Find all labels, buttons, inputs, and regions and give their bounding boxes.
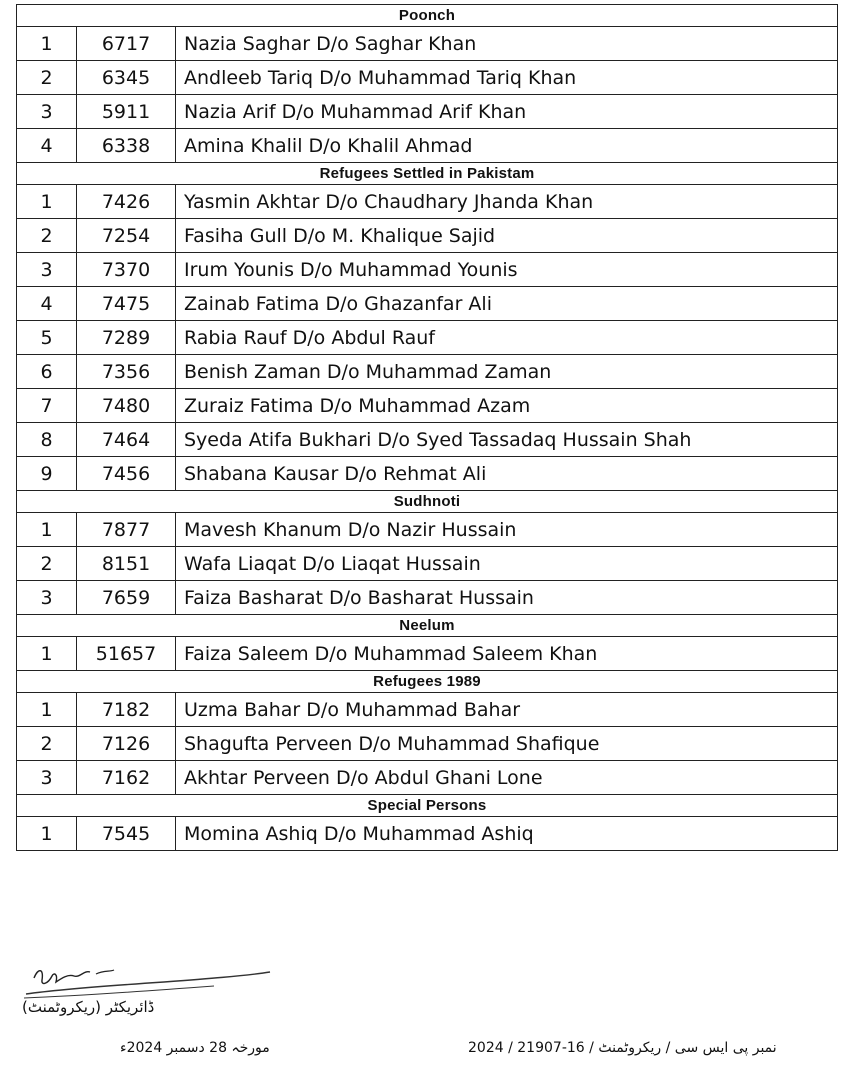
serial-number: 1 xyxy=(17,637,77,671)
serial-number: 1 xyxy=(17,817,77,851)
serial-number: 2 xyxy=(17,61,77,95)
serial-number: 2 xyxy=(17,547,77,581)
table-row xyxy=(17,761,838,795)
table-row xyxy=(17,637,838,671)
candidate-table-body xyxy=(17,5,838,851)
table-row xyxy=(17,457,838,491)
candidate-name: Irum Younis D/o Muhammad Younis xyxy=(176,253,838,287)
candidate-name: Zuraiz Fatima D/o Muhammad Azam xyxy=(176,389,838,423)
candidate-name: Andleeb Tariq D/o Muhammad Tariq Khan xyxy=(176,61,838,95)
section-header-row xyxy=(17,491,838,513)
roll-number: 8151 xyxy=(77,547,176,581)
reference-number: نمبر پی ایس سی / ریکروٹمنٹ / 16-21907 / 2024 xyxy=(468,1040,777,1056)
candidate-name: Amina Khalil D/o Khalil Ahmad xyxy=(176,129,838,163)
candidate-name: Faiza Saleem D/o Muhammad Saleem Khan xyxy=(176,637,838,671)
serial-number: 9 xyxy=(17,457,77,491)
serial-number: 2 xyxy=(17,219,77,253)
roll-number: 7480 xyxy=(77,389,176,423)
signature-image xyxy=(14,960,274,1030)
serial-number: 7 xyxy=(17,389,77,423)
table-row xyxy=(17,693,838,727)
serial-number: 1 xyxy=(17,27,77,61)
roll-number: 6338 xyxy=(77,129,176,163)
table-row xyxy=(17,355,838,389)
section-title: Poonch xyxy=(17,5,838,27)
serial-number: 1 xyxy=(17,513,77,547)
table-row xyxy=(17,185,838,219)
table-row xyxy=(17,389,838,423)
candidate-name: Wafa Liaqat D/o Liaqat Hussain xyxy=(176,547,838,581)
roll-number: 7356 xyxy=(77,355,176,389)
table-row xyxy=(17,321,838,355)
candidate-name: Zainab Fatima D/o Ghazanfar Ali xyxy=(176,287,838,321)
roll-number: 7254 xyxy=(77,219,176,253)
roll-number: 5911 xyxy=(77,95,176,129)
serial-number: 8 xyxy=(17,423,77,457)
section-header-row xyxy=(17,163,838,185)
roll-number: 7126 xyxy=(77,727,176,761)
serial-number: 3 xyxy=(17,253,77,287)
roll-number: 7370 xyxy=(77,253,176,287)
roll-number: 7475 xyxy=(77,287,176,321)
roll-number: 7877 xyxy=(77,513,176,547)
roll-number: 7456 xyxy=(77,457,176,491)
table-row xyxy=(17,513,838,547)
section-title: Refugees 1989 xyxy=(17,671,838,693)
section-title: Neelum xyxy=(17,615,838,637)
roll-number: 7289 xyxy=(77,321,176,355)
candidate-name: Akhtar Perveen D/o Abdul Ghani Lone xyxy=(176,761,838,795)
roll-number: 7545 xyxy=(77,817,176,851)
roll-number: 6345 xyxy=(77,61,176,95)
candidate-name: Nazia Arif D/o Muhammad Arif Khan xyxy=(176,95,838,129)
section-title: Special Persons xyxy=(17,795,838,817)
section-title: Refugees Settled in Pakistam xyxy=(17,163,838,185)
table-row xyxy=(17,547,838,581)
serial-number: 6 xyxy=(17,355,77,389)
table-row xyxy=(17,727,838,761)
roll-number: 7464 xyxy=(77,423,176,457)
table-row xyxy=(17,129,838,163)
table-row xyxy=(17,219,838,253)
roll-number: 51657 xyxy=(77,637,176,671)
serial-number: 1 xyxy=(17,693,77,727)
candidate-name: Syeda Atifa Bukhari D/o Syed Tassadaq Hussain Shah xyxy=(176,423,838,457)
roll-number: 7426 xyxy=(77,185,176,219)
serial-number: 3 xyxy=(17,581,77,615)
serial-number: 5 xyxy=(17,321,77,355)
table-row xyxy=(17,253,838,287)
table-row xyxy=(17,581,838,615)
candidate-name: Fasiha Gull D/o M. Khalique Sajid xyxy=(176,219,838,253)
table-row xyxy=(17,27,838,61)
roll-number: 6717 xyxy=(77,27,176,61)
section-header-row xyxy=(17,615,838,637)
table-row xyxy=(17,423,838,457)
candidate-name: Faiza Basharat D/o Basharat Hussain xyxy=(176,581,838,615)
signatory-designation: ڈائریکٹر (ریکروٹمنٹ) xyxy=(22,998,155,1016)
serial-number: 3 xyxy=(17,761,77,795)
candidate-name: Mavesh Khanum D/o Nazir Hussain xyxy=(176,513,838,547)
table-row xyxy=(17,95,838,129)
section-title: Sudhnoti xyxy=(17,491,838,513)
candidate-name: Rabia Rauf D/o Abdul Rauf xyxy=(176,321,838,355)
serial-number: 4 xyxy=(17,287,77,321)
serial-number: 4 xyxy=(17,129,77,163)
section-header-row xyxy=(17,795,838,817)
candidate-name: Uzma Bahar D/o Muhammad Bahar xyxy=(176,693,838,727)
table-row xyxy=(17,61,838,95)
table-row xyxy=(17,287,838,321)
serial-number: 3 xyxy=(17,95,77,129)
serial-number: 1 xyxy=(17,185,77,219)
candidate-name: Yasmin Akhtar D/o Chaudhary Jhanda Khan xyxy=(176,185,838,219)
candidate-name: Nazia Saghar D/o Saghar Khan xyxy=(176,27,838,61)
serial-number: 2 xyxy=(17,727,77,761)
candidate-name: Shagufta Perveen D/o Muhammad Shafique xyxy=(176,727,838,761)
candidate-name: Benish Zaman D/o Muhammad Zaman xyxy=(176,355,838,389)
candidate-name: Shabana Kausar D/o Rehmat Ali xyxy=(176,457,838,491)
candidate-name: Momina Ashiq D/o Muhammad Ashiq xyxy=(176,817,838,851)
roll-number: 7162 xyxy=(77,761,176,795)
candidate-table xyxy=(16,4,838,851)
roll-number: 7182 xyxy=(77,693,176,727)
table-row xyxy=(17,817,838,851)
section-header-row xyxy=(17,671,838,693)
roll-number: 7659 xyxy=(77,581,176,615)
issue-date: مورخہ 28 دسمبر 2024ء xyxy=(120,1040,270,1056)
section-header-row xyxy=(17,5,838,27)
